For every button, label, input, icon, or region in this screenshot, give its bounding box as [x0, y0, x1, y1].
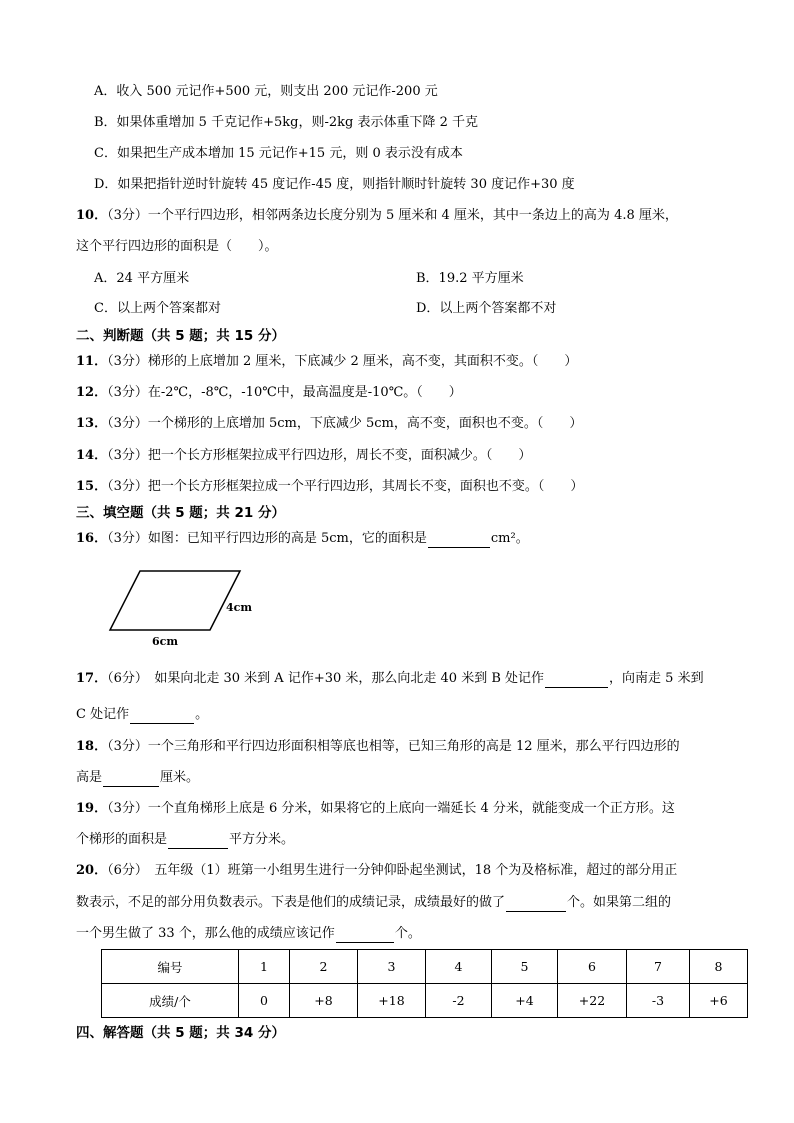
- table-cell: -2: [426, 984, 492, 1018]
- q19-number: 19．: [76, 801, 108, 816]
- table-cell: +4: [492, 984, 558, 1018]
- q9-option-d: D．如果把指针逆时针旋转 45 度记作-45 度，则指针顺时针旋转 30 度记作+30 度: [94, 177, 575, 192]
- q18-number: 18．: [76, 739, 108, 754]
- table-row: [102, 950, 748, 984]
- table-header-cell: 成绩/个: [102, 984, 239, 1018]
- q11-text: （3分）梯形的上底增加 2 厘米，下底减少 2 厘米，高不变，其面积不变。（ ）: [107, 354, 578, 369]
- parallelogram-figure: [100, 565, 270, 655]
- table-cell: 8: [690, 950, 748, 984]
- q14-number: 14．: [76, 448, 108, 463]
- table-cell: 3: [358, 950, 426, 984]
- base-length-label: 6cm: [152, 635, 178, 648]
- q16-text: （3分）如图：已知平行四边形的高是 5cm，它的面积是: [107, 531, 427, 546]
- table-cell: 5: [492, 950, 558, 984]
- q20-text-line2: 数表示，不足的部分用负数表示。下表是他们的成绩记录，成绩最好的做了: [76, 895, 506, 910]
- parallelogram-shape: [110, 571, 240, 630]
- q12: [76, 384, 462, 402]
- table-cell: 7: [627, 950, 690, 984]
- q18-unit: 厘米。: [160, 770, 200, 785]
- q10-option-d: D．以上两个答案都不对: [416, 301, 557, 316]
- score-table: [101, 949, 748, 1018]
- q12-text: （3分）在-2℃，-8℃，-10℃中，最高温度是-10℃。（ ）: [107, 385, 462, 400]
- table-cell: 2: [290, 950, 358, 984]
- q17-line1: [76, 670, 704, 688]
- section-2-heading: 二、判断题（共 5 题；共 15 分）: [76, 328, 285, 344]
- q14: [76, 447, 531, 465]
- q10-line1: [76, 207, 678, 225]
- table-cell: 6: [558, 950, 627, 984]
- table-cell: 1: [239, 950, 290, 984]
- q10-option-b: B．19.2 平方厘米: [416, 271, 524, 286]
- section-4-heading: 四、解答题（共 5 题；共 34 分）: [76, 1025, 285, 1041]
- q9-option-c: C．如果把生产成本增加 15 元记作+15 元，则 0 表示没有成本: [94, 146, 463, 161]
- q20-answer-blank-2[interactable]: [336, 928, 394, 943]
- q19-text: （3分）一个直角梯形上底是 6 分米，如果将它的上底向一端延长 4 分米，就能变成一个正方形。这: [107, 801, 675, 816]
- q11-number: 11．: [76, 354, 108, 369]
- table-cell: +6: [690, 984, 748, 1018]
- q16-number: 16．: [76, 531, 108, 546]
- q19-unit: 平方分米。: [229, 832, 295, 847]
- q17-number: 17．: [76, 671, 108, 686]
- section-3-heading: 三、填空题（共 5 题；共 21 分）: [76, 505, 285, 521]
- q16-answer-blank[interactable]: [428, 533, 490, 548]
- q10-number: 10．: [76, 208, 108, 223]
- q12-number: 12．: [76, 385, 108, 400]
- q17-text-cont: ，向南走 5 米到: [609, 671, 704, 686]
- q17-answer-blank-1[interactable]: [545, 673, 608, 688]
- q20-number: 20．: [76, 863, 108, 878]
- q13-number: 13．: [76, 416, 108, 431]
- table-cell: +18: [358, 984, 426, 1018]
- side-length-label: 4cm: [226, 601, 252, 614]
- q20-line3: [76, 925, 421, 943]
- q15-number: 15．: [76, 479, 108, 494]
- table-row: [102, 984, 748, 1018]
- q16-unit: cm²。: [490, 531, 529, 546]
- q13-text: （3分）一个梯形的上底增加 5cm，下底减少 5cm，高不变，面积也不变。（ ）: [107, 416, 583, 431]
- q19-line1: [76, 800, 675, 818]
- q18-text: （3分）一个三角形和平行四边形面积相等底也相等，已知三角形的高是 12 厘米，那么平行四边形的: [107, 739, 680, 754]
- q20-line1: [76, 862, 677, 880]
- q15: [76, 478, 583, 496]
- q11: [76, 353, 577, 371]
- q20-text: （6分） 五年级（1）班第一小组男生进行一分钟仰卧起坐测试，18 个为及格标准，超过的部分用正: [107, 863, 678, 878]
- q10-option-c: C．以上两个答案都对: [94, 301, 221, 316]
- q20-text-line3: 一个男生做了 33 个，那么他的成绩应该记作: [76, 926, 335, 941]
- q19-answer-blank[interactable]: [168, 834, 228, 849]
- q19-text-line2: 个梯形的面积是: [76, 832, 168, 847]
- q20-text-line2-cont: 个。如果第二组的: [567, 895, 672, 910]
- q18-text-line2: 高是: [76, 770, 103, 785]
- q20-line2: [76, 894, 671, 912]
- q17-text: （6分） 如果向北走 30 米到 A 记作+30 米，那么向北走 40 米到 B 处记作: [107, 671, 545, 686]
- table-cell: +22: [558, 984, 627, 1018]
- q17-text-line2: C 处记作: [76, 707, 130, 722]
- q17-line2: [76, 706, 208, 724]
- q14-text: （3分）把一个长方形框架拉成平行四边形，周长不变，面积减少。（ ）: [107, 448, 532, 463]
- q20-end: 个。: [394, 926, 421, 941]
- q9-option-a: A．收入 500 元记作+500 元，则支出 200 元记作-200 元: [94, 84, 438, 99]
- q10-option-a: A．24 平方厘米: [94, 271, 190, 286]
- q13: [76, 415, 582, 433]
- q18-answer-blank[interactable]: [103, 772, 159, 787]
- q19-line2: [76, 831, 294, 849]
- q10-line2: 这个平行四边形的面积是（ ）。: [76, 239, 278, 254]
- q16: [76, 530, 529, 548]
- q17-answer-blank-2[interactable]: [130, 709, 194, 724]
- q15-text: （3分）把一个长方形框架拉成一个平行四边形，其周长不变，面积也不变。（ ）: [107, 479, 584, 494]
- q18-line2: [76, 769, 199, 787]
- q9-option-b: B．如果体重增加 5 千克记作+5kg，则-2kg 表示体重下降 2 千克: [94, 115, 478, 130]
- q20-answer-blank-1[interactable]: [506, 897, 566, 912]
- table-cell: 0: [239, 984, 290, 1018]
- q10-text: （3分）一个平行四边形，相邻两条边长度分别为 5 厘米和 4 厘米，其中一条边上的高为 4.8 厘米，: [107, 208, 678, 223]
- table-cell: -3: [627, 984, 690, 1018]
- q17-end: 。: [195, 707, 209, 722]
- q18-line1: [76, 738, 680, 756]
- table-cell: 4: [426, 950, 492, 984]
- table-header-cell: 编号: [102, 950, 239, 984]
- table-cell: +8: [290, 984, 358, 1018]
